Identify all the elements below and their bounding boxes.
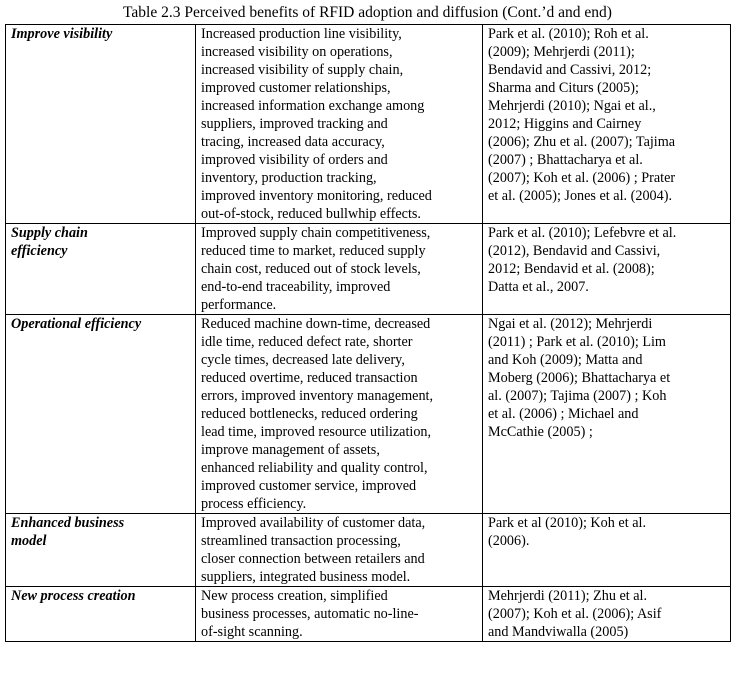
category-line: Supply chain xyxy=(11,225,88,241)
category-line: efficiency xyxy=(11,243,68,259)
benefits-line: Reduced machine down-time, decreased xyxy=(201,316,431,332)
benefits-line: end-to-end traceability, improved xyxy=(201,279,391,295)
benefits-cell xyxy=(196,224,483,315)
category-line: Operational efficiency xyxy=(11,316,142,332)
benefits-line: business processes, automatic no-line- xyxy=(201,606,419,622)
reference-line: al. (2007); Tajima (2007) ; Koh xyxy=(488,388,667,404)
benefits-line: inventory, production tracking, xyxy=(201,170,377,186)
reference-line: McCathie (2005) ; xyxy=(488,424,593,440)
benefits-line: closer connection between retailers and xyxy=(201,551,425,567)
benefits-line: enhanced reliability and quality control, xyxy=(201,460,428,476)
benefits-line: New process creation, simplified xyxy=(201,588,388,604)
benefits-line: errors, improved inventory management, xyxy=(201,388,434,404)
reference-line: 2012; Bendavid et al. (2008); xyxy=(488,261,655,277)
benefits-line: improved customer service, improved xyxy=(201,478,417,494)
category-line: Enhanced business xyxy=(11,515,125,531)
benefits-line: process efficiency. xyxy=(201,496,307,512)
reference-line: Mehrjerdi (2011); Zhu et al. xyxy=(488,588,648,604)
benefits-line: improved customer relationships, xyxy=(201,80,391,96)
benefits-line: increased visibility of supply chain, xyxy=(201,62,404,78)
reference-line: (2006); Zhu et al. (2007); Tajima xyxy=(488,134,676,150)
reference-line: (2006). xyxy=(488,533,530,549)
benefits-line: reduced time to market, reduced supply xyxy=(201,243,426,259)
benefits-line: streamlined transaction processing, xyxy=(201,533,401,549)
benefits-cell xyxy=(196,315,483,514)
category-cell xyxy=(6,587,196,642)
reference-line: Sharma and Citurs (2005); xyxy=(488,80,639,96)
reference-line: (2009); Mehrjerdi (2011); xyxy=(488,44,635,60)
benefits-line: improved visibility of orders and xyxy=(201,152,388,168)
reference-line: et al. (2005); Jones et al. (2004). xyxy=(488,188,672,204)
benefits-cell xyxy=(196,514,483,587)
category-cell xyxy=(6,25,196,224)
references-cell xyxy=(483,25,731,224)
benefits-line: improved inventory monitoring, reduced xyxy=(201,188,432,204)
benefits-line: chain cost, reduced out of stock levels, xyxy=(201,261,421,277)
table-row xyxy=(6,25,731,224)
benefits-line: of-sight scanning. xyxy=(201,624,303,640)
benefits-line: performance. xyxy=(201,297,277,313)
references-cell xyxy=(483,514,731,587)
reference-line: Bendavid and Cassivi, 2012; xyxy=(488,62,652,78)
category-cell xyxy=(6,224,196,315)
reference-line: (2007); Koh et al. (2006); Asif xyxy=(488,606,662,622)
table-row xyxy=(6,514,731,587)
table-row xyxy=(6,224,731,315)
table-body xyxy=(6,25,731,642)
reference-line: and Mandviwalla (2005) xyxy=(488,624,629,640)
category-cell xyxy=(6,315,196,514)
benefits-cell xyxy=(196,25,483,224)
references-cell xyxy=(483,587,731,642)
table-caption: Table 2.3 Perceived benefits of RFID adoption and diffusion (Cont.’d and end) xyxy=(123,4,612,21)
reference-line: Ngai et al. (2012); Mehrjerdi xyxy=(488,316,653,332)
reference-line: et al. (2006) ; Michael and xyxy=(488,406,639,422)
benefits-line: cycle times, decreased late delivery, xyxy=(201,352,405,368)
references-cell xyxy=(483,224,731,315)
table-row xyxy=(6,587,731,642)
benefits-line: suppliers, integrated business model. xyxy=(201,569,411,585)
reference-line: (2007); Koh et al. (2006) ; Prater xyxy=(488,170,676,186)
references-cell xyxy=(483,315,731,514)
benefits-line: out-of-stock, reduced bullwhip effects. xyxy=(201,206,421,222)
reference-line: Park et al. (2010); Lefebvre et al. xyxy=(488,225,677,241)
reference-line: Park et al (2010); Koh et al. xyxy=(488,515,646,531)
benefits-line: reduced bottlenecks, reduced ordering xyxy=(201,406,418,422)
reference-line: and Koh (2009); Matta and xyxy=(488,352,643,368)
category-line: New process creation xyxy=(11,588,136,604)
benefits-line: improve management of assets, xyxy=(201,442,380,458)
reference-line: Park et al. (2010); Roh et al. xyxy=(488,26,649,42)
benefits-cell xyxy=(196,587,483,642)
benefits-line: suppliers, improved tracking and xyxy=(201,116,388,132)
benefits-line: Improved availability of customer data, xyxy=(201,515,426,531)
reference-line: Moberg (2006); Bhattacharya et xyxy=(488,370,671,386)
benefits-line: Improved supply chain competitiveness, xyxy=(201,225,431,241)
reference-line: 2012; Higgins and Cairney xyxy=(488,116,642,132)
category-cell xyxy=(6,514,196,587)
benefits-line: reduced overtime, reduced transaction xyxy=(201,370,418,386)
reference-line: (2011) ; Park et al. (2010); Lim xyxy=(488,334,666,350)
benefits-line: increased information exchange among xyxy=(201,98,425,114)
benefits-line: Increased production line visibility, xyxy=(201,26,402,42)
reference-line: Datta et al., 2007. xyxy=(488,279,589,295)
category-line: Improve visibility xyxy=(11,26,113,42)
benefits-table xyxy=(5,24,731,642)
benefits-line: tracing, increased data accuracy, xyxy=(201,134,385,150)
table-row xyxy=(6,315,731,514)
reference-line: (2007) ; Bhattacharya et al. xyxy=(488,152,643,168)
benefits-line: idle time, reduced defect rate, shorter xyxy=(201,334,413,350)
benefits-line: increased visibility on operations, xyxy=(201,44,393,60)
reference-line: Mehrjerdi (2010); Ngai et al., xyxy=(488,98,656,114)
category-line: model xyxy=(11,533,47,549)
reference-line: (2012), Bendavid and Cassivi, xyxy=(488,243,661,259)
benefits-line: lead time, improved resource utilization, xyxy=(201,424,432,440)
